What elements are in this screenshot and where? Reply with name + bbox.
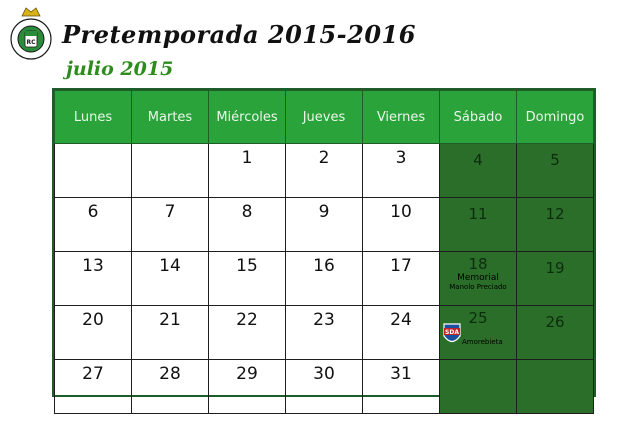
day-cell (286, 360, 363, 414)
day-number: 16 (313, 256, 335, 276)
day-header-miercoles: Miércoles (209, 91, 286, 144)
day-number: 6 (87, 202, 99, 222)
weekend-cell (517, 252, 594, 306)
day-number: 29 (236, 364, 258, 384)
day-number: 31 (390, 364, 412, 384)
weekday-header-row (55, 91, 594, 144)
weekend-cell (517, 360, 594, 414)
day-number: 2 (318, 148, 330, 168)
weekend-cell (440, 306, 517, 360)
event-memorial-subtitle: Manolo Preciado (449, 283, 507, 291)
weekend-cell (517, 198, 594, 252)
day-cell (55, 198, 132, 252)
day-number: 8 (241, 202, 253, 222)
week-row (55, 306, 594, 360)
day-number: 10 (390, 202, 412, 222)
day-cell (55, 252, 132, 306)
day-cell (363, 360, 440, 414)
calendar-grid (52, 88, 596, 397)
day-cell (209, 198, 286, 252)
day-number: 14 (159, 256, 181, 276)
day-number: 23 (313, 310, 335, 330)
day-cell (132, 144, 209, 198)
day-number: 24 (390, 310, 412, 330)
day-number: 18 (468, 255, 488, 273)
day-cell (363, 198, 440, 252)
day-cell (132, 360, 209, 414)
day-cell (209, 144, 286, 198)
weekend-cell (440, 144, 517, 198)
svg-text:RC: RC (26, 39, 36, 46)
day-number: 25 (468, 309, 488, 327)
day-number: 20 (82, 310, 104, 330)
day-header-sabado: Sábado (440, 91, 517, 144)
week-row (55, 144, 594, 198)
day-number: 27 (82, 364, 104, 384)
day-header-jueves: Jueves (286, 91, 363, 144)
day-number: 9 (318, 202, 330, 222)
day-number: 3 (395, 148, 407, 168)
day-cell (363, 252, 440, 306)
day-number: 21 (159, 310, 181, 330)
day-header-lunes: Lunes (55, 91, 132, 144)
day-cell (363, 306, 440, 360)
event-memorial-label: Memorial (457, 273, 499, 283)
day-number: 17 (390, 256, 412, 276)
day-number: 7 (164, 202, 176, 222)
day-number: 26 (545, 313, 565, 331)
weekend-cell (517, 144, 594, 198)
day-cell (55, 306, 132, 360)
day-cell (209, 252, 286, 306)
weekend-cell (440, 198, 517, 252)
sd-amorebieta-badge-icon (442, 320, 462, 348)
day-header-martes: Martes (132, 91, 209, 144)
racing-club-crest-icon (8, 6, 54, 62)
day-number (133, 145, 207, 148)
day-number: 5 (550, 151, 560, 169)
day-cell (132, 306, 209, 360)
day-number: 15 (236, 256, 258, 276)
day-number (56, 145, 130, 148)
day-number: 1 (241, 148, 253, 168)
day-cell (55, 144, 132, 198)
month-label: julio 2015 (66, 58, 174, 80)
day-cell (286, 306, 363, 360)
day-number: 12 (545, 205, 565, 223)
weekend-cell (440, 252, 517, 306)
day-cell (132, 198, 209, 252)
day-number (518, 361, 592, 367)
day-header-viernes: Viernes (363, 91, 440, 144)
day-cell (132, 252, 209, 306)
day-cell (286, 198, 363, 252)
day-number (441, 361, 515, 367)
day-number: 30 (313, 364, 335, 384)
day-cell (363, 144, 440, 198)
day-number: 28 (159, 364, 181, 384)
weekend-cell (440, 360, 517, 414)
day-cell (209, 306, 286, 360)
day-number: 19 (545, 259, 565, 277)
day-cell (286, 252, 363, 306)
day-cell (55, 360, 132, 414)
day-number: 4 (473, 151, 483, 169)
week-row (55, 198, 594, 252)
day-cell (209, 360, 286, 414)
week-row (55, 360, 594, 414)
day-number: 22 (236, 310, 258, 330)
day-cell (286, 144, 363, 198)
day-header-domingo: Domingo (517, 91, 594, 144)
day-number: 13 (82, 256, 104, 276)
day-number: 11 (468, 205, 488, 223)
sda-badge-text: SDA (445, 329, 459, 336)
page-title: Pretemporada 2015-2016 (62, 20, 416, 49)
weekend-cell (517, 306, 594, 360)
event-amorebieta-label: Amorebieta (462, 338, 503, 346)
week-row (55, 252, 594, 306)
